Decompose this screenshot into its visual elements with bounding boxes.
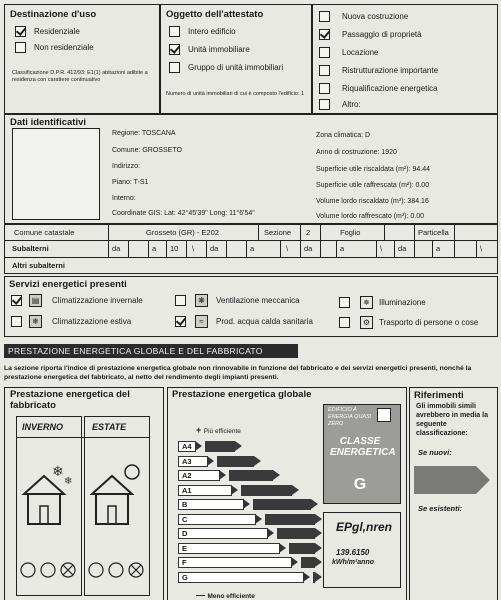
dati-title: Dati identificativi bbox=[10, 117, 87, 128]
numero-unita-text: Numero di unità immobiliari di cui è composto l'edificio: 1 bbox=[166, 91, 304, 97]
interno-field: Interno: bbox=[112, 195, 136, 202]
sub-da-3: da bbox=[304, 244, 313, 253]
non-residenziale-checkbox[interactable] bbox=[15, 42, 26, 53]
energy-class-a2: A2 bbox=[178, 470, 220, 481]
superficie-riscaldata-field: Superficie utile riscaldata (m²): 94.44 bbox=[316, 166, 430, 173]
prestazione-banner: PRESTAZIONE ENERGETICA GLOBALE E DEL FABBRICATO bbox=[4, 344, 298, 358]
sub-a-3: a bbox=[340, 244, 345, 253]
oggetto-title: Oggetto dell'attestato bbox=[166, 9, 264, 20]
energy-class-a2-band bbox=[229, 470, 273, 481]
comune-catastale-label: Comune catastale bbox=[14, 228, 75, 237]
estate-label: ESTATE bbox=[92, 422, 127, 432]
svg-text:❄: ❄ bbox=[52, 464, 64, 480]
summer-rating-faces bbox=[86, 560, 148, 580]
air-conditioner-icon: ❄ bbox=[29, 315, 42, 328]
se-nuovi-arrow bbox=[414, 466, 476, 494]
energy-class-e: E bbox=[178, 543, 280, 554]
passaggio-proprieta-checkbox[interactable] bbox=[319, 29, 330, 40]
plus-icon: + bbox=[196, 425, 204, 435]
gruppo-unita-checkbox[interactable] bbox=[169, 62, 180, 73]
acqua-calda-checkbox[interactable] bbox=[175, 316, 186, 327]
superficie-raffrescata-field: Superficie utile raffrescata (m²): 0.00 bbox=[316, 182, 430, 189]
se-nuovi-arrow-tip bbox=[476, 466, 490, 494]
meno-efficiente-label bbox=[196, 590, 255, 600]
elevator-icon: ⚙ bbox=[360, 316, 373, 329]
energy-class-c-band bbox=[265, 514, 315, 525]
house-winter-icon bbox=[18, 458, 80, 548]
energy-class-d-band bbox=[277, 528, 315, 539]
winter-rating-faces bbox=[18, 560, 80, 580]
nuova-costruzione-label: Nuova costruzione bbox=[342, 12, 409, 21]
energy-class-g: G bbox=[178, 572, 304, 583]
radiator-icon: ▤ bbox=[29, 294, 42, 307]
gruppo-unita-label: Gruppo di unità immobiliari bbox=[188, 63, 284, 72]
riqualificazione-label: Riqualificazione energetica bbox=[342, 84, 438, 93]
globale-title: Prestazione energetica globale bbox=[172, 389, 312, 400]
climatizzazione-estiva-label: Climatizzazione estiva bbox=[52, 317, 132, 326]
servizi-title: Servizi energetici presenti bbox=[9, 279, 127, 290]
energy-class-a1: A1 bbox=[178, 485, 232, 496]
energy-class-e-band bbox=[289, 543, 315, 554]
photo-placeholder bbox=[12, 128, 100, 220]
sezione-value: 2 bbox=[306, 228, 311, 237]
ep-label: EPgl,nren bbox=[336, 520, 393, 534]
residenziale-label: Residenziale bbox=[34, 27, 80, 36]
illuminazione-checkbox[interactable] bbox=[339, 297, 350, 308]
anno-costruzione-field: Anno di costruzione: 1920 bbox=[316, 149, 397, 156]
zona-climatica-field: Zona climatica: D bbox=[316, 132, 371, 139]
comune-catastale-value: Grosseto (GR) - E202 bbox=[146, 228, 219, 237]
classe-energetica-label: CLASSE ENERGETICA bbox=[330, 436, 396, 458]
subalterni-label: Subalterni bbox=[12, 244, 49, 253]
non-residenziale-label: Non residenziale bbox=[34, 43, 94, 52]
illuminazione-label: Illuminazione bbox=[379, 298, 426, 307]
climatizzazione-invernale-label: Climatizzazione invernale bbox=[52, 296, 143, 305]
nuova-costruzione-checkbox[interactable] bbox=[319, 11, 330, 22]
sub-da-1: da bbox=[112, 244, 121, 253]
faucet-icon: ≈ bbox=[195, 315, 208, 328]
meno-efficiente-text: Meno efficiente bbox=[207, 593, 255, 600]
edificio-quasi-zero-label: EDIFICIO A ENERGIA QUASI ZERO bbox=[328, 407, 372, 427]
energy-class-b-band bbox=[253, 499, 311, 510]
riferimenti-title: Riferimenti bbox=[414, 390, 464, 401]
piu-efficiente-text: Più efficiente bbox=[203, 428, 241, 435]
fabbricato-title: Prestazione energetica del fabbricato bbox=[10, 389, 130, 411]
energy-class-a4: A4 bbox=[178, 441, 196, 452]
volume-riscaldato-field: Volume lordo riscaldato (m³): 384.16 bbox=[316, 198, 429, 205]
energy-class-f: F bbox=[178, 557, 292, 568]
ep-value: 139.6150 bbox=[336, 548, 370, 557]
minus-icon: — bbox=[196, 590, 208, 600]
trasporto-label: Trasporto di persone o cose bbox=[379, 318, 479, 327]
riferimenti-text: Gli immobili simili avrebbero in media la seguente classificazione: bbox=[416, 403, 488, 437]
light-bulb-icon: ✵ bbox=[360, 296, 373, 309]
energy-class-f-band bbox=[301, 557, 315, 568]
altro-label: Altro: bbox=[342, 100, 361, 109]
energy-class-g-band bbox=[313, 572, 315, 583]
sub-sep-4: \ bbox=[480, 244, 483, 253]
altri-subalterni-label: Altri subalterni bbox=[12, 261, 65, 270]
energy-class-a1-band bbox=[241, 485, 292, 496]
sub-a-4: a bbox=[436, 244, 441, 253]
sezione-label: Sezione bbox=[264, 228, 292, 237]
energy-class-a3: A3 bbox=[178, 456, 208, 467]
sub-da-2: da bbox=[210, 244, 219, 253]
se-esistenti-label: Se esistenti: bbox=[418, 504, 463, 513]
coordinate-gis-field: Coordinate GIS: Lat: 42°45'39" Long: 11°6'54" bbox=[112, 210, 255, 217]
destinazione-panel bbox=[4, 4, 160, 114]
indirizzo-field: Indirizzo: bbox=[112, 163, 141, 170]
unita-immobiliare-label: Unità immobiliare bbox=[188, 45, 250, 54]
sub-sep-1: \ bbox=[192, 244, 195, 253]
sub-a-1-value: 10 bbox=[170, 244, 179, 253]
passaggio-proprieta-label: Passaggio di proprietà bbox=[342, 30, 422, 39]
sub-da-4: da bbox=[398, 244, 407, 253]
ventilazione-label: Ventilazione meccanica bbox=[216, 296, 300, 305]
sub-sep-3: \ bbox=[380, 244, 383, 253]
classificazione-text: Classificazione D.P.R. 412/93: E1(1) abitazioni adibite a residenza con carattere continuativo bbox=[12, 70, 148, 83]
classe-value: G bbox=[353, 476, 367, 493]
foglio-label: Foglio bbox=[340, 228, 361, 237]
svg-text:❄: ❄ bbox=[64, 476, 73, 487]
intero-edificio-checkbox[interactable] bbox=[169, 26, 180, 37]
destinazione-title: Destinazione d'uso bbox=[10, 9, 97, 20]
ventilazione-checkbox[interactable] bbox=[175, 295, 186, 306]
ep-unit: kWh/m²anno bbox=[332, 559, 374, 566]
house-summer-icon bbox=[86, 458, 148, 548]
ristrutturazione-checkbox[interactable] bbox=[319, 65, 330, 76]
piano-field: Piano: T-S1 bbox=[112, 179, 149, 186]
trasporto-checkbox[interactable] bbox=[339, 317, 350, 328]
climatizzazione-invernale-checkbox[interactable] bbox=[11, 295, 22, 306]
piu-efficiente-label bbox=[196, 425, 241, 435]
unita-immobiliare-checkbox[interactable] bbox=[169, 44, 180, 55]
particella-label: Particella bbox=[418, 228, 449, 237]
residenziale-checkbox[interactable] bbox=[15, 26, 26, 37]
inverno-label: INVERNO bbox=[22, 422, 64, 432]
energy-class-c: C bbox=[178, 514, 256, 525]
sub-a-1: a bbox=[152, 244, 157, 253]
energy-class-b: B bbox=[178, 499, 244, 510]
altro-checkbox[interactable] bbox=[319, 99, 330, 110]
energy-class-d: D bbox=[178, 528, 268, 539]
climatizzazione-estiva-checkbox[interactable] bbox=[11, 316, 22, 327]
volume-raffrescato-field: Volume lordo raffrescato (m³): 0.00 bbox=[316, 213, 425, 220]
ristrutturazione-label: Ristrutturazione importante bbox=[342, 66, 439, 75]
regione-field: Regione: TOSCANA bbox=[112, 130, 176, 137]
energy-class-a4-band bbox=[205, 441, 235, 452]
intero-edificio-label: Intero edificio bbox=[188, 27, 236, 36]
acqua-calda-label: Prod. acqua calda sanitaria bbox=[216, 317, 313, 326]
fan-icon: ❋ bbox=[195, 294, 208, 307]
locazione-label: Locazione bbox=[342, 48, 379, 57]
prestazione-intro: La sezione riporta l'indice di prestazione energetica globale non rinnovabile in funzione del fabbricato e dei servizi energetici presenti, nonché la prestazione energetica del fabbricato, al netto del rendimento degli impianti presenti. bbox=[4, 365, 472, 381]
sub-sep-2: \ bbox=[286, 244, 289, 253]
locazione-checkbox[interactable] bbox=[319, 47, 330, 58]
energy-class-a3-band bbox=[217, 456, 254, 467]
quasi-zero-checkbox[interactable] bbox=[377, 408, 391, 422]
riqualificazione-checkbox[interactable] bbox=[319, 83, 330, 94]
comune-field: Comune: GROSSETO bbox=[112, 147, 182, 154]
se-nuovi-label: Se nuovi: bbox=[418, 448, 452, 457]
sub-a-2: a bbox=[250, 244, 255, 253]
